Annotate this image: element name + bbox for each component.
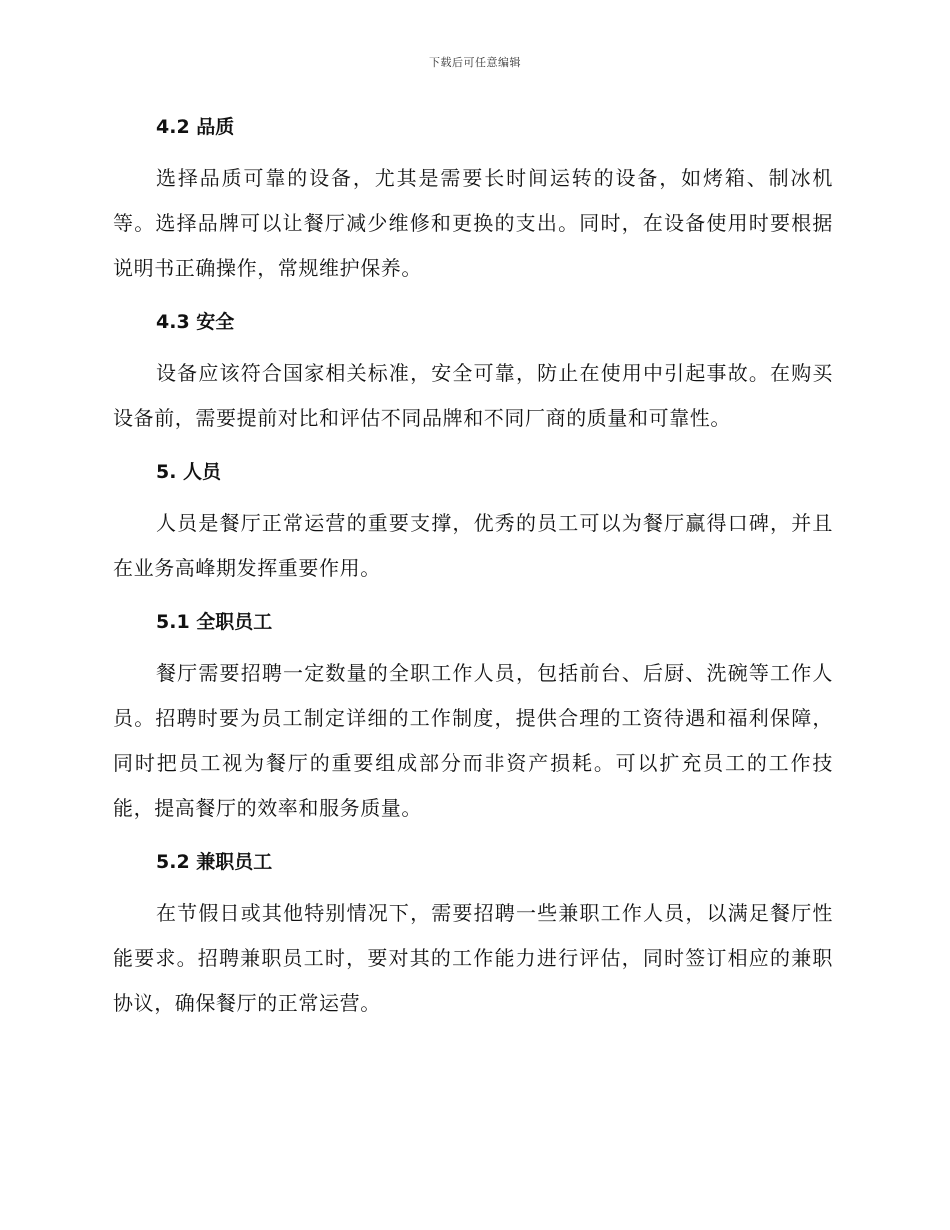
section-paragraph-5-1: 餐厅需要招聘一定数量的全职工作人员，包括前台、后厨、洗碗等工作人员。招聘时要为员工制定详细的工作制度，提供合理的工资待遇和福利保障，同时把员工视为餐厅的重要组成部分而非资产损耗。可以扩充员工的工作技能，提高餐厅的效率和服务质量。 — [113, 661, 833, 820]
section-paragraph-4-2: 选择品质可靠的设备，尤其是需要长时间运转的设备，如烤箱、制冰机等。选择品牌可以让餐厅减少维修和更换的支出。同时，在设备使用时要根据说明书正确操作，常规维护保养。 — [113, 166, 833, 280]
section-heading-4-3: 4.3 安全 — [156, 311, 235, 333]
page-header: 下载后可任意编辑 — [429, 56, 521, 69]
section-heading-5: 5. 人员 — [156, 461, 222, 483]
section-heading-4-2: 4.2 品质 — [156, 116, 235, 138]
section-paragraph-5: 人员是餐厅正常运营的重要支撑，优秀的员工可以为餐厅赢得口碑，并且在业务高峰期发挥重要作用。 — [113, 511, 833, 580]
section-paragraph-5-2: 在节假日或其他特别情况下，需要招聘一些兼职工作人员，以满足餐厅性能要求。招聘兼职员工时，要对其的工作能力进行评估，同时签订相应的兼职协议，确保餐厅的正常运营。 — [113, 901, 833, 1015]
section-heading-5-2: 5.2 兼职员工 — [156, 851, 273, 873]
document-body — [113, 108, 833, 1038]
section-heading-5-1: 5.1 全职员工 — [156, 611, 273, 633]
section-paragraph-4-3: 设备应该符合国家相关标准，安全可靠，防止在使用中引起事故。在购买设备前，需要提前对比和评估不同品牌和不同厂商的质量和可靠性。 — [113, 361, 833, 430]
